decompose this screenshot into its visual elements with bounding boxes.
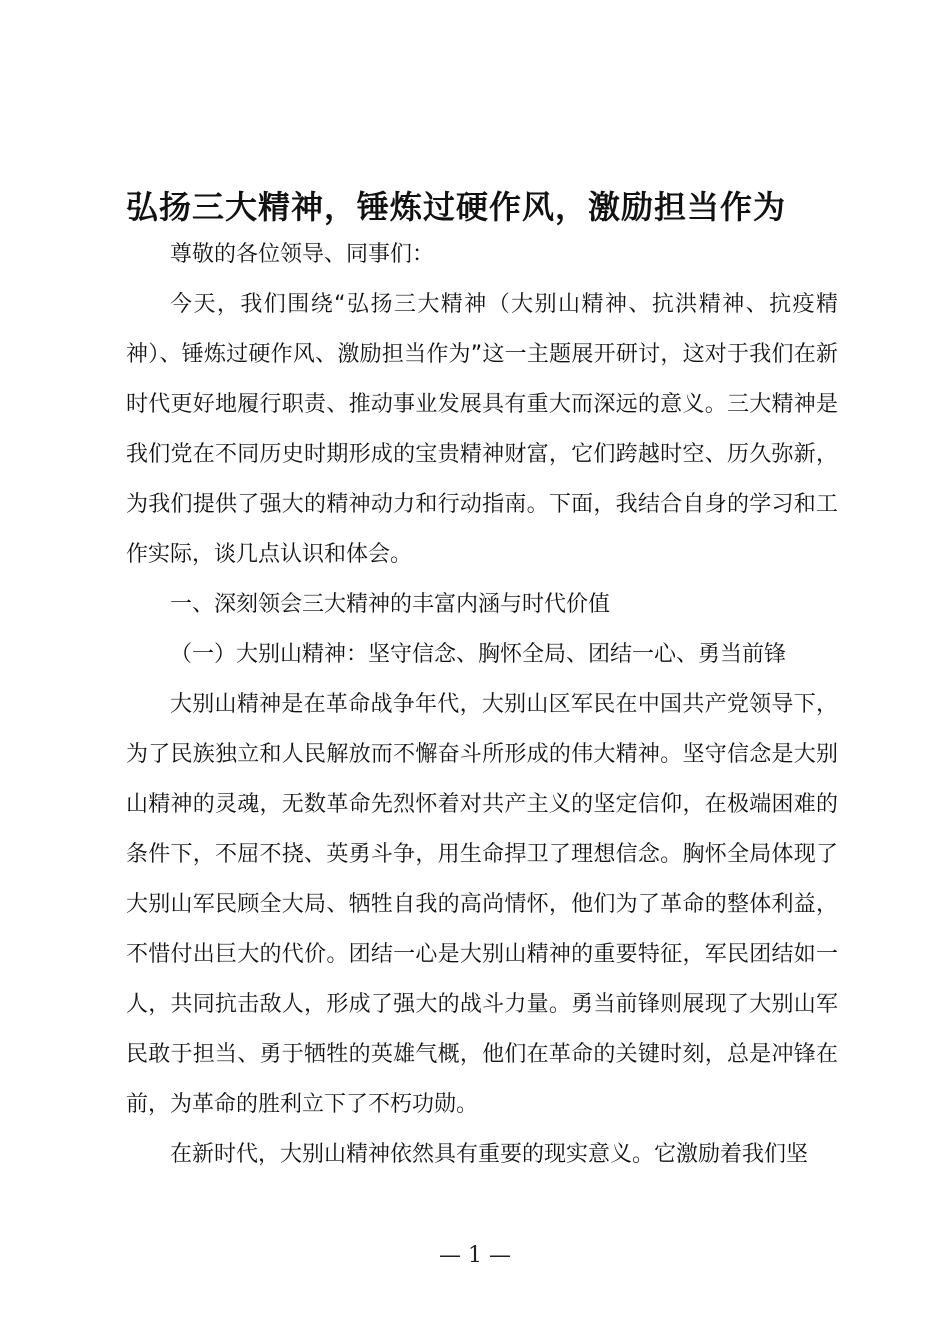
section-heading: 一、深刻领会三大精神的丰富内涵与时代价值 xyxy=(170,592,611,617)
document-body xyxy=(126,230,838,1180)
intro-paragraph: 今天，我们围绕“弘扬三大精神（大别山精神、抗洪精神、抗疫精神）、锤炼过硬作风、激励担当作为”这一主题展开研讨，这对于我们在新时代更好地履行职责、推动事业发展具有重大而深远的意义。三大精神是我们党在不同历史时期形成的宝贵精神财富，它们跨越时空、历久弥新，为我们提供了强大的精神动力和行动指南。下面，我结合自身的学习和工作实际，谈几点认识和体会。 xyxy=(126,292,838,567)
subsection-heading: （一）大别山精神：坚守信念、胸怀全局、团结一心、勇当前锋 xyxy=(170,642,787,667)
document-title: 弘扬三大精神，锤炼过硬作风，激励担当作为 xyxy=(126,188,787,226)
page-number: — 1 — xyxy=(439,1243,511,1268)
body-paragraph: 在新时代，大别山精神依然具有重要的现实意义。它激励着我们坚 xyxy=(170,1142,809,1167)
salutation-paragraph: 尊敬的各位领导、同事们： xyxy=(170,242,435,267)
body-paragraph: 大别山精神是在革命战争年代，大别山区军民在中国共产党领导下，为了民族独立和人民解放而不懈奋斗所形成的伟大精神。坚守信念是大别山精神的灵魂，无数革命先烈怀着对共产主义的坚定信仰，在极端困难的条件下，不屈不挠、英勇斗争，用生命捍卫了理想信念。胸怀全局体现了大别山军民顾全大局、牺牲自我的高尚情怀，他们为了革命的整体利益，不惜付出巨大的代价。团结一心是大别山精神的重要特征，军民团结如一人，共同抗击敌人，形成了强大的战斗力量。勇当前锋则展现了大别山军民敢于担当、勇于牺牲的英雄气概，他们在革命的关键时刻，总是冲锋在前，为革命的胜利立下了不朽功勋。 xyxy=(126,692,838,1117)
